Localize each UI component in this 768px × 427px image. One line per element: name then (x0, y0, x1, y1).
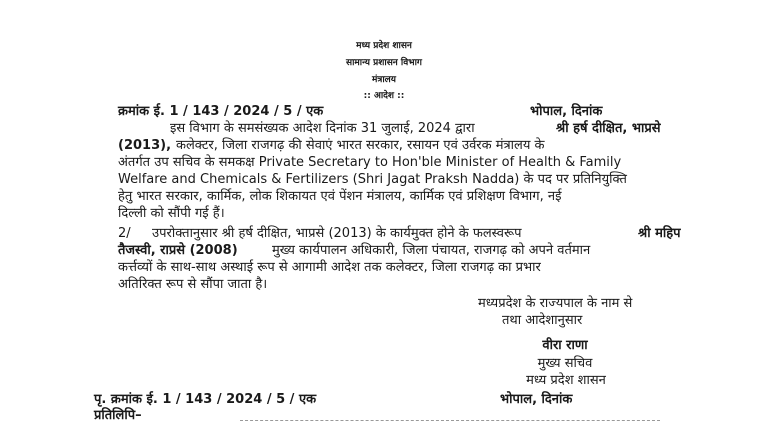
para2-officer-name-b: तैजस्वी, राप्रसे (2008) (118, 243, 238, 258)
para2-officer-name-a: श्री महिप (638, 226, 681, 241)
para1-line2b-text: कलेक्टर, जिला राजगढ़ की सेवाएं भारत सरकार, रसायन एवं उर्वरक मंत्रालय के (176, 138, 545, 153)
header-order-title: :: आदेश :: (363, 91, 405, 101)
para1-line2a: (2013), (118, 138, 172, 153)
para1-line6: दिल्ली को सौंपी गई हैं। (118, 206, 225, 221)
authority-line2: तथा आदेशानुसार (502, 313, 583, 328)
para1-line3: अंतर्गत उप सचिव के समकक्ष Private Secretary to Hon'ble Minister of Health & Family (118, 155, 622, 170)
authority-line1: मध्यप्रदेश के राज्यपाल के नाम से (478, 296, 633, 311)
header-government: मध्य प्रदेश शासन (356, 41, 412, 51)
signatory-name: वीरा राणा (542, 338, 588, 353)
header-department: सामान्य प्रशासन विभाग (346, 58, 422, 68)
cut-off-text-line (240, 420, 660, 424)
para2-line2b: मुख्य कार्यपालन अधिकारी, जिला पंचायत, राजगढ़ को अपने वर्तमान (272, 243, 591, 258)
para1-line2b (176, 138, 712, 154)
copy-to-label: प्रतिलिपि– (94, 408, 142, 423)
para1-officer-name: श्री हर्ष दीक्षित, भाप्रसे (556, 121, 661, 136)
endorsement-place-date: भोपाल, दिनांक (500, 392, 573, 407)
para1-line4: Welfare and Chemicals & Fertilizers (Shri Jagat Praksh Nadda) के पद पर प्रतिनियुक्ति (118, 172, 627, 187)
para2-line4: अतिरिक्त रूप से सौंपा जाता है। (118, 277, 268, 292)
order-place-date: भोपाल, दिनांक (530, 104, 603, 119)
para2-line1a: उपरोक्तानुसार श्री हर्ष दीक्षित, भाप्रसे (2013) के कार्यमुक्त होने के फलस्वरूप (152, 226, 522, 241)
order-number: क्रमांक ई. 1 / 143 / 2024 / 5 / एक (118, 104, 324, 119)
signatory-department: मध्य प्रदेश शासन (526, 373, 606, 388)
para2-number: 2/ (118, 226, 131, 241)
para2-line3: कर्त्तव्यों के साथ-साथ अस्थाई रूप से आगामी आदेश तक कलेक्टर, जिला राजगढ़ का प्रभार (118, 260, 541, 275)
header-ministry: मंत्रालय (371, 75, 396, 85)
para1-line5: हेतु भारत सरकार, कार्मिक, लोक शिकायत एवं पेंशन मंत्रालय, कार्मिक एवं प्रशिक्षण विभाग, नई (118, 189, 562, 204)
signatory-title: मुख्य सचिव (537, 356, 593, 371)
endorsement-number: पृ. क्रमांक ई. 1 / 143 / 2024 / 5 / एक (94, 392, 317, 407)
para1-line1a: इस विभाग के समसंख्यक आदेश दिनांक 31 जुलाई, 2024 द्वारा (170, 121, 475, 136)
